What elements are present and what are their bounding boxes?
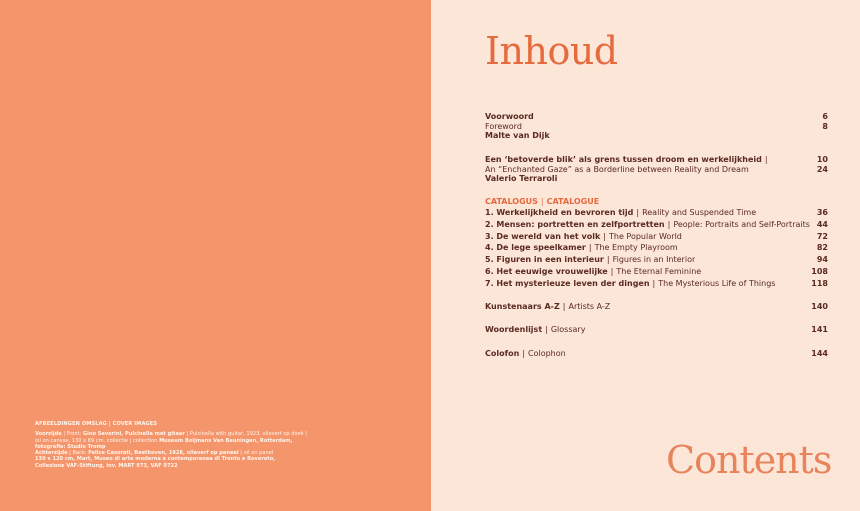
back-title: Felice Casorati, Beethoven, 1928, olieverf op paneel — [88, 450, 239, 457]
toc-entry-label-en: Reality and Suspended Time — [642, 208, 757, 217]
toc-entry-label-nl: Kunstenaars A-Z — [485, 301, 560, 311]
toc-entry-essay-nl[interactable] — [485, 155, 828, 165]
toc-chapter-entry[interactable] — [485, 242, 828, 254]
front-title-nl: Gino Severini, Pulcinella met gitaar — [82, 431, 185, 438]
toc-entry-label-nl: 1. Werkelijkheid en bevroren tijd — [485, 208, 634, 217]
toc-author: Valerio Terraroli — [485, 174, 558, 183]
page-title-nl: Inhoud — [485, 29, 618, 73]
toc-page-number: 144 — [811, 349, 828, 359]
toc-separator: | — [667, 219, 671, 229]
back-label: Achterzijde — [35, 450, 68, 457]
toc-appendix-entry[interactable] — [485, 301, 828, 313]
cover-images-heading: AFBEELDINGEN OMSLAG | COVER IMAGES — [35, 421, 158, 427]
toc-separator: | — [764, 155, 768, 164]
toc-entry-label-nl: 3. De wereld van het volk — [485, 231, 601, 241]
toc-entry-label-nl: 5. Figuren in een interieur — [485, 255, 604, 265]
toc-entry-label-en: The Eternal Feminine — [616, 266, 702, 276]
toc-page-number: 36 — [816, 208, 828, 217]
toc-page-number: 94 — [816, 255, 828, 265]
toc-page-number: 44 — [816, 219, 828, 229]
toc-entry-label-en: Artists A-Z — [568, 301, 611, 311]
back-credit-line3: Collezione VAF-Stiftung, inv. MART 973, VAF 0722 — [35, 462, 178, 469]
toc-chapter-entry[interactable] — [485, 254, 828, 266]
front-label-en: Front: — [66, 431, 82, 438]
toc-separator: | — [636, 208, 640, 217]
table-of-contents — [485, 112, 828, 360]
toc-separator: | — [588, 243, 592, 253]
toc-entry-voorwoord[interactable] — [485, 112, 828, 122]
toc-separator: | — [545, 325, 548, 335]
front-title-en: Pulcinella with guitar, 1923, olieverf op doek — [189, 431, 304, 438]
toc-page-number: 141 — [811, 325, 828, 335]
toc-entry-label-nl: 7. Het mysterieuze leven der dingen — [485, 278, 650, 288]
catalogue-chapter-list — [485, 207, 828, 290]
toc-entry-label: An “Enchanted Gaze” as a Borderline between Reality and Dream — [485, 164, 749, 174]
front-label: Voorzijde — [35, 431, 62, 438]
back-credit-line2: 139 x 120 cm, Mart, Museo di arte moderna e contemporanea di Trento e Rovereto, — [35, 456, 276, 463]
toc-page-number: 6 — [822, 112, 828, 121]
toc-entry-label-nl: 6. Het eeuwige vrouwelijke — [485, 266, 608, 276]
toc-entry-label-nl: 4. De lege speelkamer — [485, 243, 586, 253]
toc-entry-foreword[interactable] — [485, 122, 828, 132]
front-credit: Voorzijde | Front: Gino Severini, Pulcinella met gitaar | Pulcinella with guitar, 1923, olieverf op doek | oil on canvas, 130 x 89 cm, collectie | collection Museum Boijmans Van Beuningen, Rotterdam, fotografie: Studio Tromp — [35, 431, 308, 450]
toc-page-number: 72 — [816, 231, 828, 241]
front-medium: oil on canvas, 130 x 89 cm, collectie — [35, 437, 129, 444]
toc-entry-label-en: The Mysterious Life of Things — [658, 278, 776, 288]
front-museum: Museum Boijmans Van Beuningen, Rotterdam, fotografie: Studio Tromp — [35, 437, 293, 450]
toc-chapter-entry[interactable] — [485, 266, 828, 278]
back-label-en: Back: — [72, 450, 87, 457]
toc-entry-essay-en[interactable] — [485, 165, 828, 175]
toc-separator: | — [540, 197, 544, 206]
toc-page-number: 108 — [811, 266, 828, 276]
toc-entry-label-en: Glossary — [550, 325, 586, 335]
toc-chapter-entry[interactable] — [485, 219, 828, 231]
toc-entry-label: Foreword — [485, 121, 522, 131]
toc-chapter-entry[interactable] — [485, 278, 828, 290]
catalogue-heading-nl: CATALOGUS — [485, 197, 538, 206]
toc-page-number: 8 — [822, 121, 828, 131]
front-collection-en: collection — [132, 437, 158, 444]
toc-entry-label: Een ‘betoverde blik’ als grens tussen droom en werkelijkheid — [485, 155, 762, 164]
toc-entry-label: Voorwoord — [485, 112, 534, 121]
toc-entry-label-en: The Popular World — [608, 231, 682, 241]
back-medium-en: oil on panel — [243, 450, 274, 457]
toc-entry-label-nl: Woordenlijst — [485, 325, 543, 335]
toc-separator: | — [606, 255, 610, 265]
toc-separator: | — [562, 301, 566, 311]
toc-page-number: 118 — [811, 278, 828, 288]
toc-page-number: 10 — [816, 155, 828, 164]
cover-image-credits — [35, 421, 310, 469]
toc-appendix-entry[interactable] — [485, 348, 828, 360]
appendix-list — [485, 290, 828, 360]
toc-entry-label-en: Figures in an Interior — [612, 255, 696, 265]
toc-chapter-entry[interactable] — [485, 207, 828, 219]
toc-separator: | — [603, 231, 606, 241]
toc-appendix-entry[interactable] — [485, 324, 828, 336]
toc-entry-label-nl: 2. Mensen: portretten en zelfportretten — [485, 219, 665, 229]
toc-separator: | — [522, 349, 525, 359]
toc-page-number: 140 — [811, 301, 828, 311]
catalogue-heading — [485, 197, 828, 207]
toc-separator: | — [652, 278, 656, 288]
toc-separator: | — [610, 266, 614, 276]
page-title-en: Contents — [666, 438, 832, 482]
toc-page-number: 82 — [816, 243, 828, 253]
toc-entry-label-en: Colophon — [527, 349, 566, 359]
catalogue-heading-en: CATALOGUE — [546, 197, 600, 206]
toc-entry-label-en: The Empty Playroom — [594, 243, 678, 253]
toc-chapter-entry[interactable] — [485, 231, 828, 243]
toc-entry-label-en: People: Portraits and Self-Portraits — [673, 219, 810, 229]
toc-page-number: 24 — [816, 164, 828, 174]
toc-author: Malte van Dijk — [485, 131, 550, 140]
back-credit: Achterzijde | Back: Felice Casorati, Beethoven, 1928, olieverf op paneel | oil on panel — [35, 450, 274, 457]
toc-entry-label-nl: Colofon — [485, 349, 520, 359]
